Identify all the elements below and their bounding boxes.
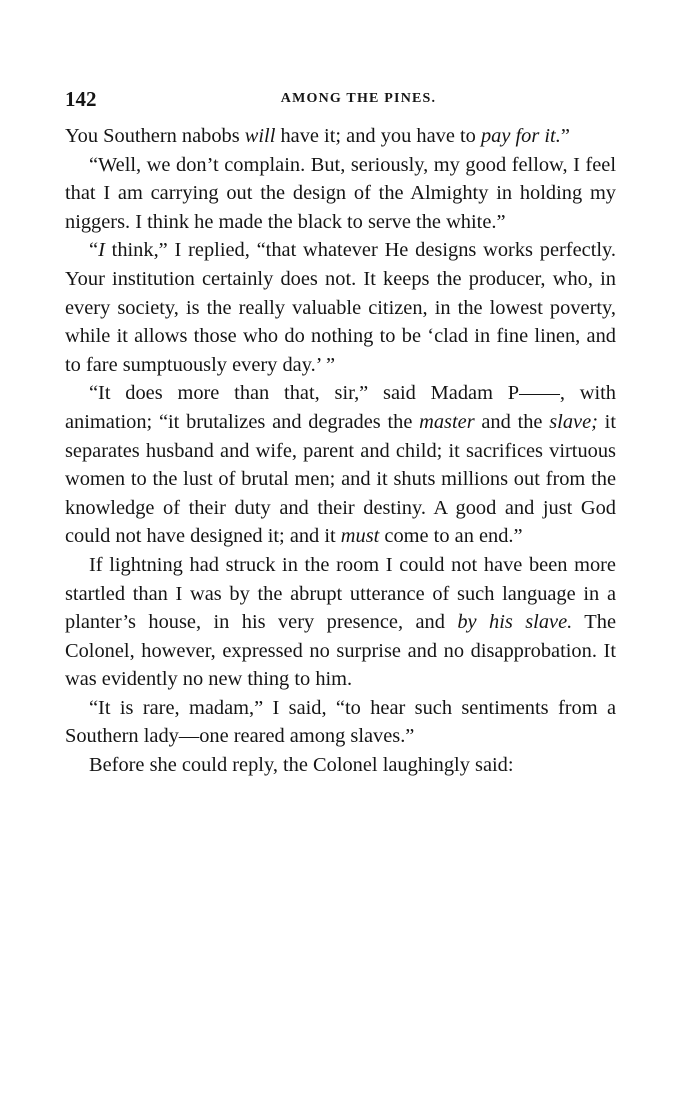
italic-text: by his slave. [457, 611, 573, 634]
page-number: 142 [65, 87, 97, 111]
text-run: ” [560, 125, 570, 147]
text-run: have it; and you have to [275, 125, 481, 147]
italic-text: pay for it. [480, 125, 561, 147]
paragraph [65, 151, 616, 237]
paragraph [65, 551, 616, 694]
text-run: “It does more than that, sir,” said Madam P——, with animation; “it brutalizes and degrades the [65, 382, 616, 433]
text-run: it separates husband and wife, parent and child; it sacrifices virtuous women to the lust of brutal men; and it shuts millions out from the knowledge of their duty and their destiny. A good and just God could not have designed it; and it [65, 410, 616, 548]
text-run: The Colonel, however, expressed no surprise and no disapprobation. It was evidently no new thing to him. [65, 611, 616, 691]
paragraph [65, 236, 616, 379]
italic-text: slave; [549, 410, 598, 433]
text-run: “ [89, 239, 99, 262]
paragraph [65, 694, 616, 751]
paragraph [65, 751, 616, 780]
text-run: Before she could reply, the Colonel laughingly said: [89, 754, 514, 777]
italic-text: will [244, 125, 276, 147]
paragraph [65, 379, 616, 551]
text-run: and the [474, 410, 550, 433]
body-text [65, 122, 616, 780]
text-run: think,” I replied, “that whatever He designs works perfectly. Your institution certainly does not. It keeps the producer, who, in every society, is the really valuable citizen, in the lowest poverty, while it allows those who do nothing to be ‘clad in fine linen, and to fare sumptuously every day.’ ” [65, 239, 616, 376]
text-run: You Southern nabobs [65, 125, 245, 147]
italic-text: I [98, 239, 105, 262]
paragraph [65, 122, 616, 151]
italic-text: must [340, 525, 380, 548]
text-run: If lightning had struck in the room I could not have been more startled than I was by the abrupt utterance of such language in a planter’s house, in his very presence, and [65, 553, 616, 634]
page-header [65, 84, 616, 114]
italic-text: master [419, 410, 475, 433]
text-run: “It is rare, madam,” I said, “to hear such sentiments from a Southern lady—one reared among slaves.” [65, 696, 616, 748]
text-run: “Well, we don’t complain. But, seriously, my good fellow, I feel that I am carrying out the design of the Almighty in holding my niggers. I think he made the black to serve the white.” [65, 153, 616, 233]
book-page [65, 84, 616, 780]
running-title: AMONG THE PINES. [280, 91, 437, 106]
text-run: come to an end.” [379, 525, 523, 548]
